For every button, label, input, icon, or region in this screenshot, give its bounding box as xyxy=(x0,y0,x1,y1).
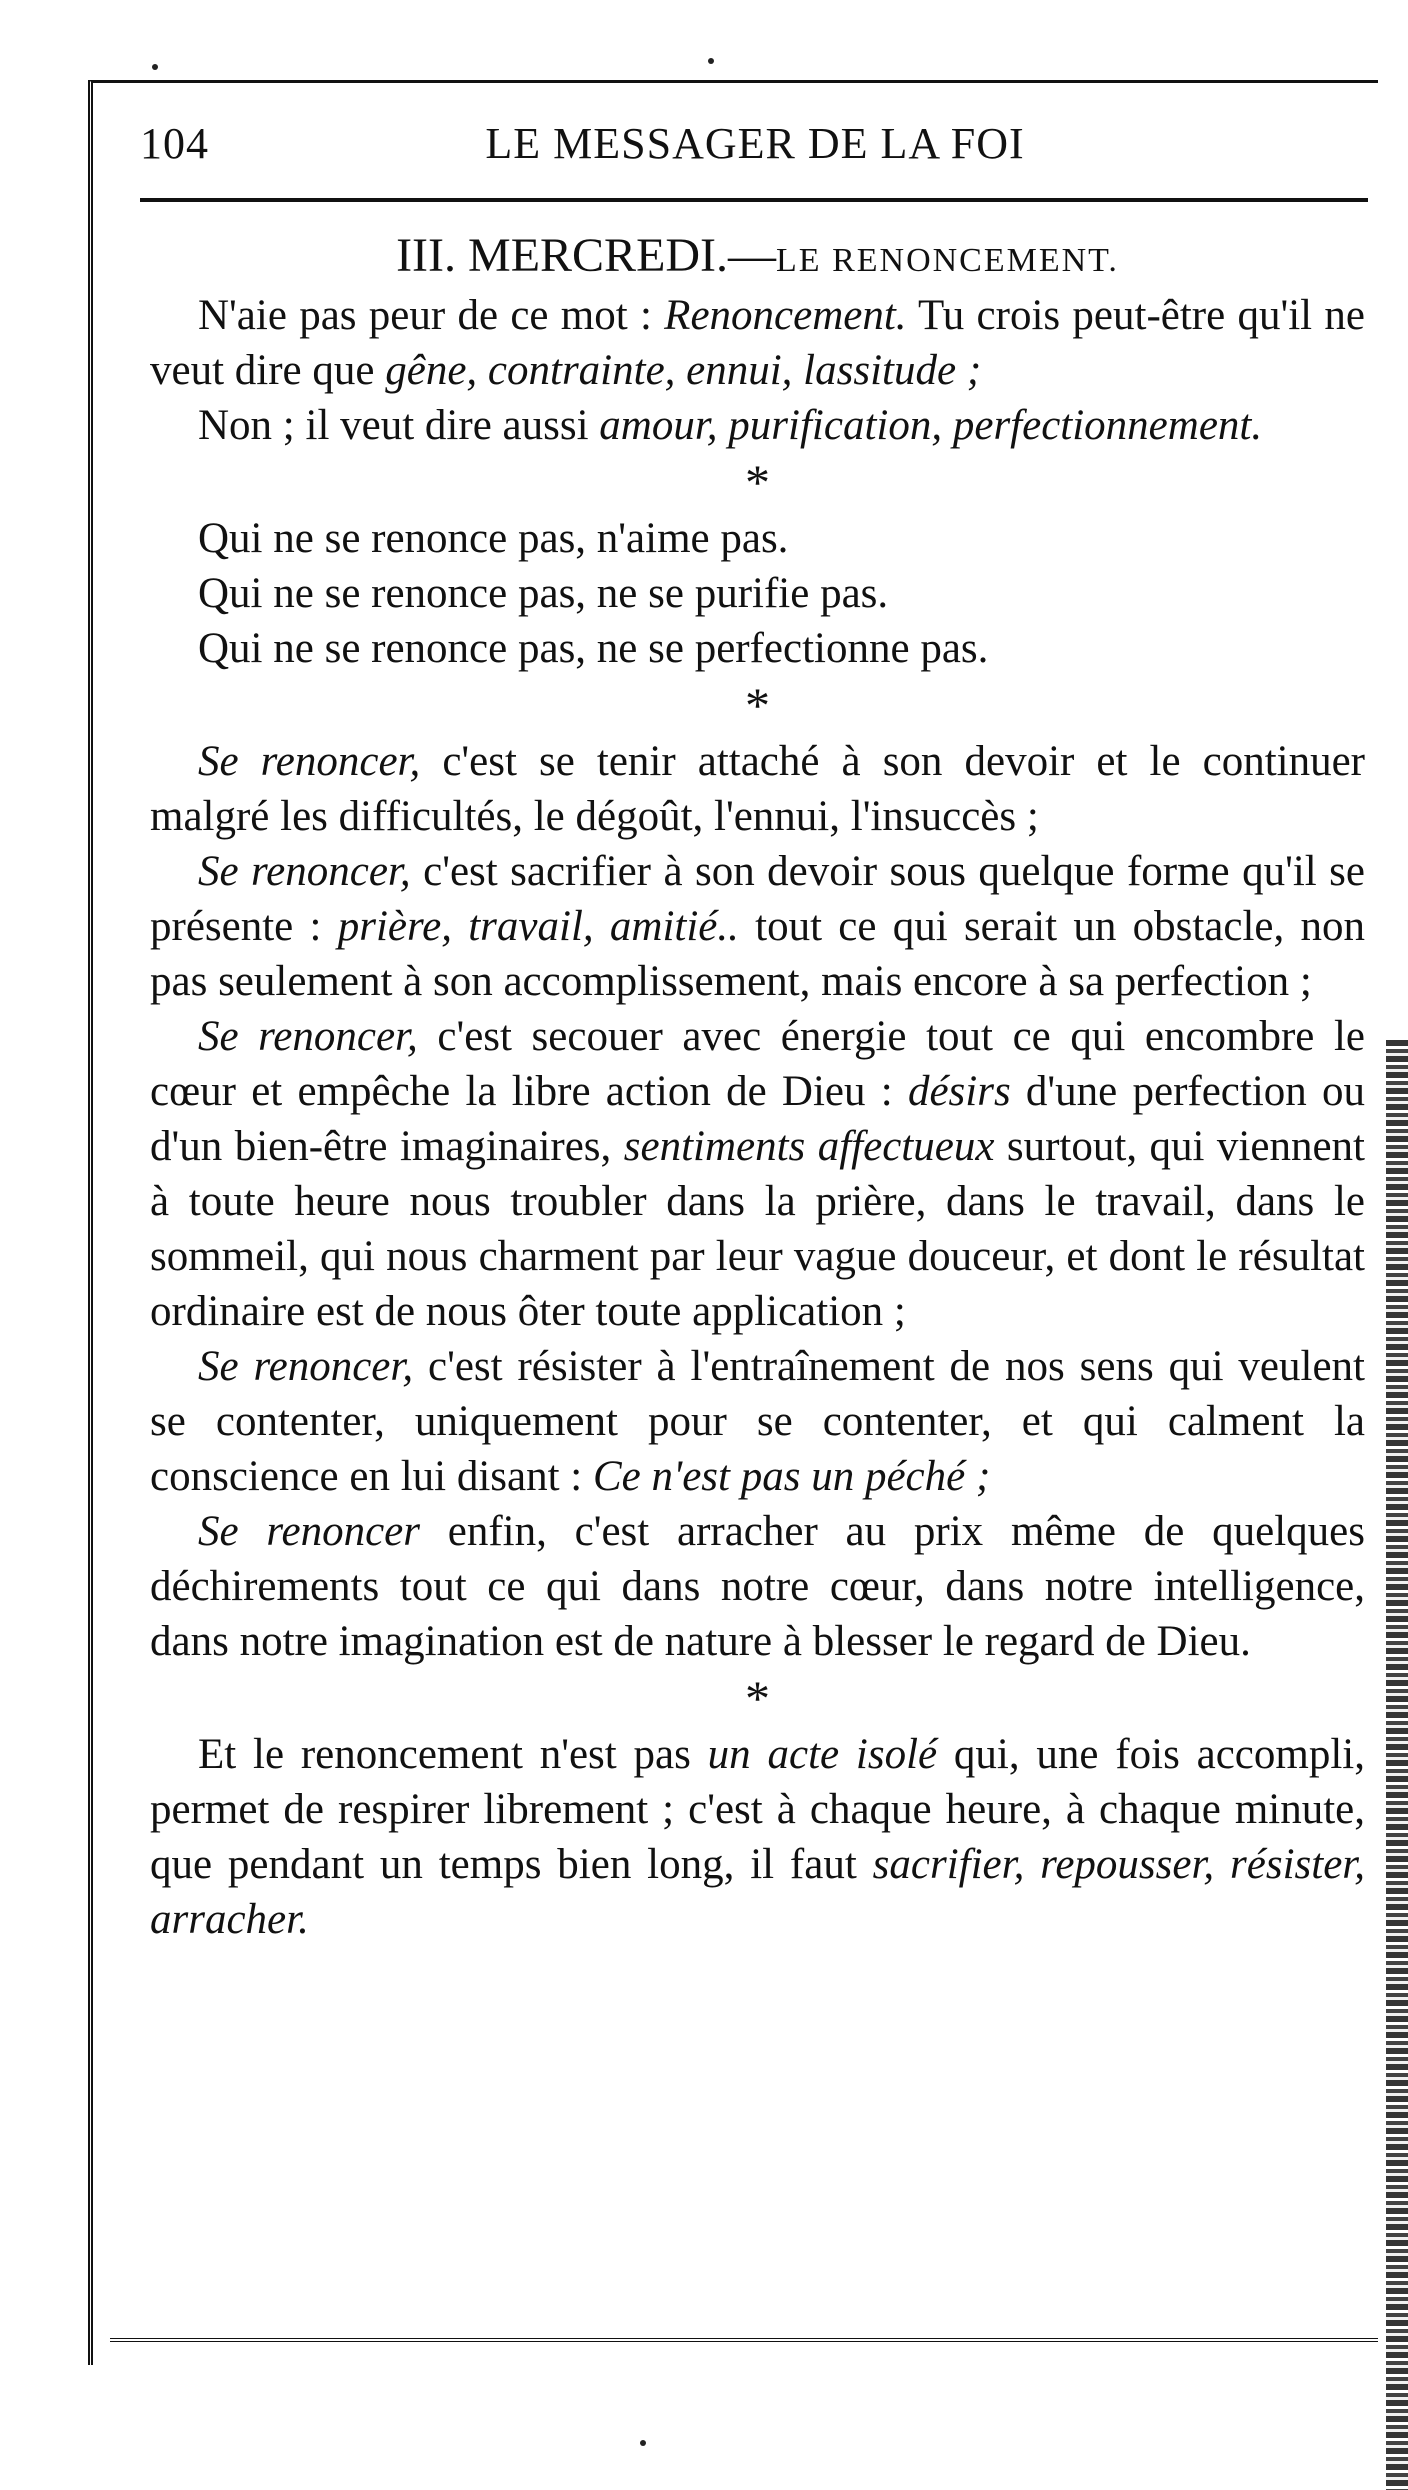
page-edge-shadow xyxy=(1386,1040,1408,2490)
page-body xyxy=(150,228,1365,1947)
text-run: c'est sacrifier à son devoir sous quelque forme qu'il se présente : xyxy=(150,848,1365,950)
text-run: Non ; il veut dire aussi xyxy=(198,402,600,449)
speck xyxy=(152,64,158,70)
footer-rule xyxy=(110,2338,1378,2342)
text-run-italic: Ce n'est pas un péché ; xyxy=(593,1453,991,1500)
maxim-line: Qui ne se renonce pas, ne se purifie pas. xyxy=(198,570,889,617)
asterism: * xyxy=(745,677,770,733)
text-run: enfin, c'est arracher au prix même de quelques déchirements tout ce qui dans notre cœur, dans notre intelligence, dans notre imagination est de nature à blesser le regard de Dieu. xyxy=(150,1508,1365,1665)
text-run-italic: sacrifier, repousser, résister, arracher. xyxy=(150,1841,1366,1943)
text-run: c'est résister à l'entraînement de nos sens qui veulent se contenter, uniquement pour se contenter, et qui calment la conscience en lui disant : xyxy=(150,1343,1365,1500)
paragraph-3 xyxy=(150,734,1365,844)
maxim-line: Qui ne se renonce pas, n'aime pas. xyxy=(198,515,789,562)
text-run-italic: prière, travail, amitié.. xyxy=(337,903,739,950)
section-title-main: III. MERCREDI.— xyxy=(396,229,777,282)
text-run-italic: Se renoncer, xyxy=(198,1343,414,1390)
text-run: Et le renoncement n'est pas xyxy=(198,1731,708,1778)
paragraph-6 xyxy=(150,1339,1365,1504)
text-run-italic: sentiments affectueux xyxy=(623,1123,995,1170)
text-run-italic: désirs xyxy=(907,1068,1011,1115)
section-title-sub: LE RENONCEMENT. xyxy=(776,242,1119,279)
section-title xyxy=(150,228,1365,288)
text-run-italic: Renoncement. xyxy=(664,292,907,339)
page-number: 104 xyxy=(140,119,209,168)
paragraph-7 xyxy=(150,1504,1365,1669)
text-run-italic: Se renoncer, xyxy=(198,1013,418,1060)
page-header xyxy=(140,118,1370,188)
speck xyxy=(640,2440,646,2446)
text-run: tout ce qui serait un obstacle, non pas seulement à son accomplissement, mais encore à sa perfection ; xyxy=(150,903,1365,1005)
text-run: c'est se tenir attaché à son devoir et le continuer malgré les difficultés, le dégoût, l'ennui, l'insuccès ; xyxy=(150,738,1365,840)
text-run: qui, une fois accompli, permet de respirer librement ; c'est à chaque heure, à chaque minute, que pendant un temps bien long, il faut xyxy=(150,1731,1365,1888)
paragraph-5 xyxy=(150,1009,1365,1339)
paragraph-8 xyxy=(150,1727,1365,1947)
text-run: c'est secouer avec énergie tout ce qui encombre le cœur et empêche la libre action de Dieu : xyxy=(150,1013,1365,1115)
text-run-italic: Se renoncer, xyxy=(198,738,421,785)
asterism: * xyxy=(745,454,770,510)
paragraph-2 xyxy=(150,398,1365,453)
paragraph-4 xyxy=(150,844,1365,1009)
text-run: d'une perfection ou d'un bien-être imaginaires, xyxy=(150,1068,1366,1170)
paragraph-1 xyxy=(150,288,1365,398)
text-run: N'aie pas peur de ce mot : xyxy=(198,292,665,339)
maxim-line: Qui ne se renonce pas, ne se perfectionne pas. xyxy=(198,625,989,672)
text-run-italic: gêne, contrainte, ennui, lassitude ; xyxy=(385,347,982,394)
text-run: Tu crois peut-être qu'il ne veut dire que xyxy=(150,292,1365,394)
text-run: surtout, qui viennent à toute heure nous troubler dans la prière, dans le travail, dans le sommeil, qui nous charment par leur vague douceur, et dont le résultat ordinaire est de nous ôter toute application ; xyxy=(150,1123,1365,1335)
text-run-italic: Se renoncer, xyxy=(198,848,411,895)
speck xyxy=(708,58,714,64)
header-rule xyxy=(140,198,1368,202)
text-run-italic: Se renoncer xyxy=(198,1508,420,1555)
asterism: * xyxy=(745,1670,770,1726)
maxims xyxy=(150,511,1365,676)
running-title: LE MESSAGER DE LA FOI xyxy=(485,119,1025,168)
text-run-italic: amour, purification, perfectionnement. xyxy=(599,402,1263,449)
text-run-italic: un acte isolé xyxy=(707,1731,938,1778)
